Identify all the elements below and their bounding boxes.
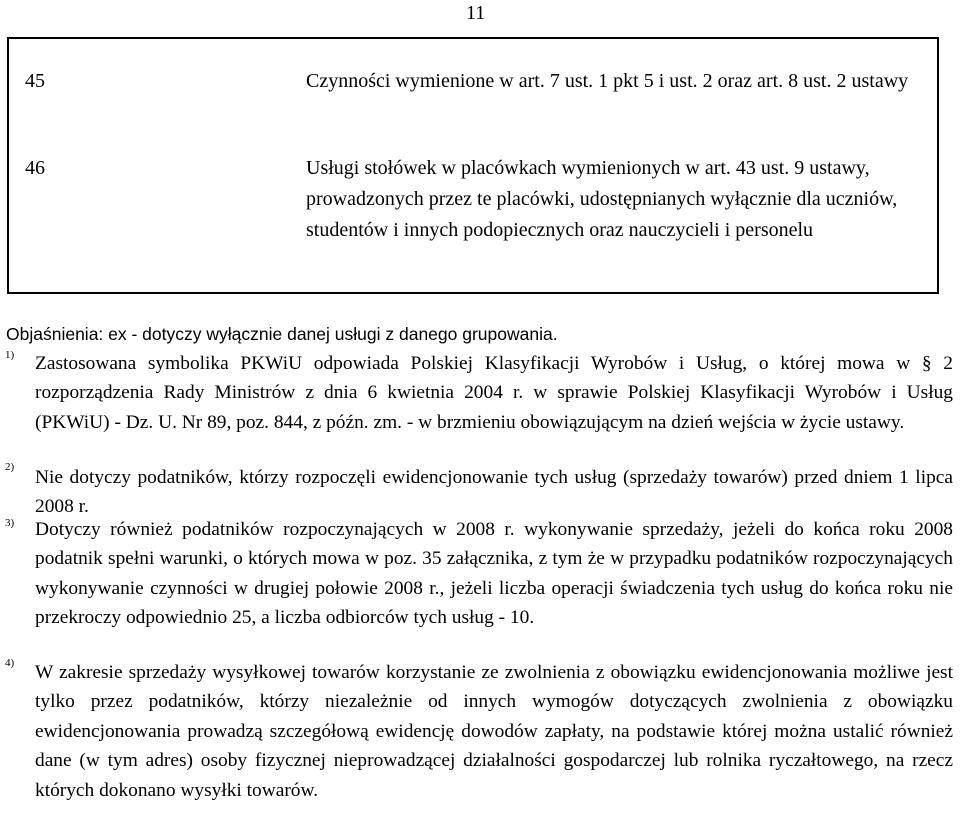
row-description: Czynności wymienione w art. 7 ust. 1 pkt 5 i ust. 2 oraz art. 8 ust. 2 ustawy bbox=[306, 70, 909, 92]
footnote-marker: 4) bbox=[5, 657, 15, 669]
footnote-marker: 3) bbox=[5, 517, 15, 529]
footnote-text: Nie dotyczy podatników, którzy rozpoczęli ewidencjonowanie tych usług (sprzedaży towarów) przed dniem 1 lipca 2008 r. bbox=[35, 467, 953, 518]
footnote-text: W zakresie sprzedaży wysyłkowej towarów korzystanie ze zwolnienia z obowiązku ewidencjonowania możliwe jest tylko przez podatników, którzy niezależnie od innych wymogów dotyczących zwolnienia z obowiązku ewidencjonowania prowadzą szczegółową ewidencję dowodów zapłaty, na podstawie której można ustalić również dane (w tym adres) osoby fizycznej nieprowadzącej działalności gospodarczej lub rolnika ryczałtowego, na rzecz których dokonano wysyłki towarów. bbox=[35, 662, 953, 801]
footnote-marker: 2) bbox=[5, 461, 15, 473]
row-number: 46 bbox=[25, 157, 45, 179]
row-description: Usługi stołówek w placówkach wymienionych w art. 43 ust. 9 ustawy, prowadzonych przez te placówki, udostępnianych wyłącznie dla uczniów, studentów i innych podopiecznych oraz nauczycieli i personelu bbox=[306, 157, 898, 241]
row-number: 45 bbox=[25, 70, 45, 92]
footnote-text: Dotyczy również podatników rozpoczynających w 2008 r. wykonywanie sprzedaży, jeżeli do końca roku 2008 podatnik spełni warunki, o których mowa w poz. 35 załącznika, z tym że w przypadku podatników rozpoczynających wykonywanie czynności w drugiej połowie 2008 r., jeżeli liczba operacji świadczenia tych usług do końca roku nie przekroczy odpowiednio 25, a liczba odbiorców tych usług - 10. bbox=[35, 519, 953, 629]
footnote-text: Zastosowana symbolika PKWiU odpowiada Polskiej Klasyfikacji Wyrobów i Usług, o której mowa w § 2 rozporządzenia Rady Ministrów z dnia 6 kwietnia 2004 r. w sprawie Polskiej Klasyfikacji Wyrobów i Usług (PKWiU) - Dz. U. Nr 89, poz. 844, z późn. zm. - w brzmieniu obowiązującym na dzień wejścia w życie ustawy. bbox=[35, 353, 953, 433]
exemptions-table bbox=[7, 37, 939, 294]
explanations-title: Objaśnienia: ex - dotyczy wyłącznie danej usługi z danego grupowania. bbox=[6, 324, 558, 344]
footnote-marker: 1) bbox=[5, 349, 15, 361]
page-number: 11 bbox=[466, 2, 486, 24]
